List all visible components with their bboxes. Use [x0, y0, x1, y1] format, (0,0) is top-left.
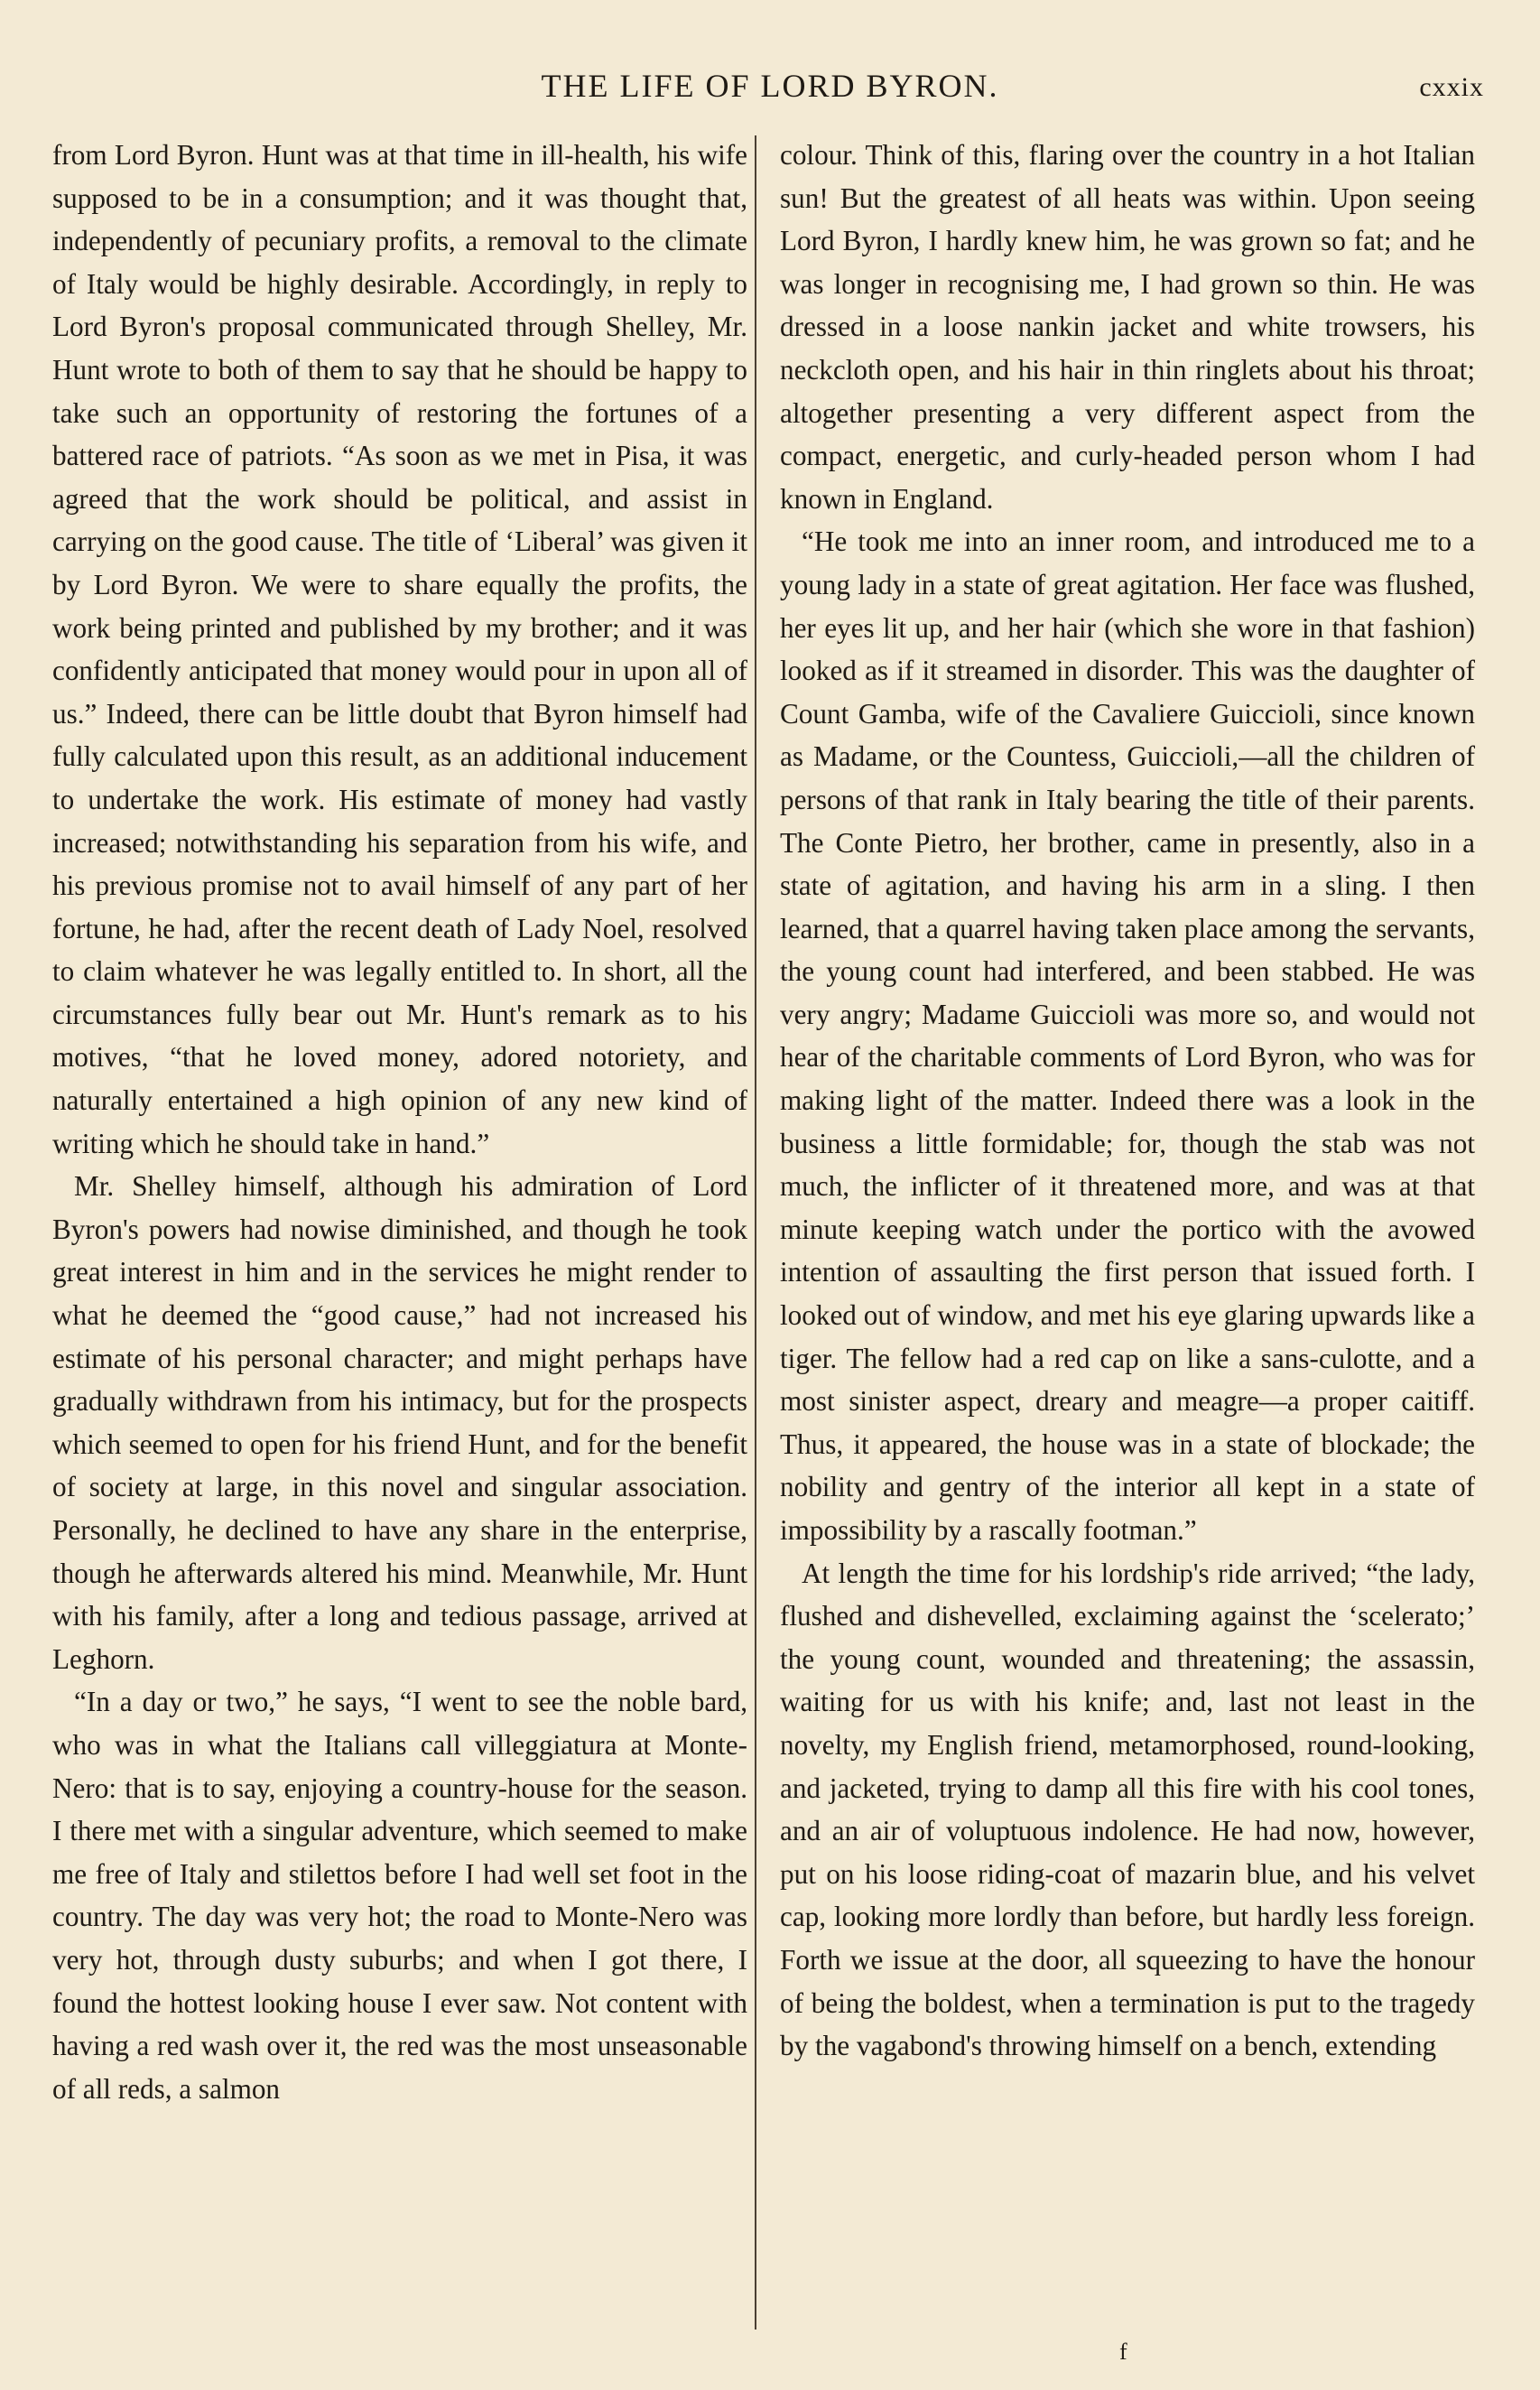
page-header: [0, 63, 1540, 117]
running-title: THE LIFE OF LORD BYRON.: [541, 68, 999, 104]
paragraph: “He took me into an inner room, and introduced me to a young lady in a state of great agitation. Her face was flushed, her eyes lit up, and her hair (which she wore in that fashion) looked as if it streamed in disorder. This was the daughter of Count Gamba, wife of the Cavaliere Guiccioli, since known as Madame, or the Countess, Guiccioli,—all the children of persons of that rank in Italy bearing the title of their parents. The Conte Pietro, her brother, came in presently, also in a state of agitation, and having his arm in a sling. I then learned, that a quarrel having taken place among the servants, the young count had interfered, and been stabbed. He was very angry; Madame Guiccioli was more so, and would not hear of the charitable comments of Lord Byron, who was for making light of the matter. Indeed there was a look in the business a little formidable; for, though the stab was not much, the inflicter of it threatened more, and was at that minute keeping watch under the portico with the avowed intention of assaulting the first person that issued forth. I looked out of window, and met his eye glaring upwards like a tiger. The fellow had a red cap on like a sans-culotte, and a most sinister aspect, dreary and meagre—a proper caitiff. Thus, it appeared, the house was in a state of blockade; the nobility and gentry of the interior all kept in a state of impossibility by a rascally footman.”: [780, 525, 1475, 1546]
left-column: [52, 134, 747, 2110]
paragraph: “In a day or two,” he says, “I went to see the noble bard, who was in what the Italians call villeggiatura at Monte-Nero: that is to say, enjoying a country-house for the season. I there met with a singular adventure, which seemed to make me free of Italy and stilettos before I had well set foot in the country. The day was very hot; the road to Monte-Nero was very hot, through dusty suburbs; and when I got there, I found the hottest looking house I ever saw. Not content with having a red wash over it, the red was the most unseasonable of all reds, a salmon: [52, 1686, 747, 2105]
column-divider: [755, 135, 756, 2330]
paragraph: from Lord Byron. Hunt was at that time in ill-health, his wife supposed to be in a consumption; and it was thought that, independently of pecuniary profits, a removal to the climate of Italy would be highly desirable. Accordingly, in reply to Lord Byron's proposal communicated through Shelley, Mr. Hunt wrote to both of them to say that he should be happy to take such an opportunity of restoring the fortunes of a battered race of patriots. “As soon as we met in Pisa, it was agreed that the work should be political, and assist in carrying on the good cause. The title of ‘Liberal’ was given it by Lord Byron. We were to share equally the profits, the work being printed and published by my brother; and it was confidently anticipated that money would pour in upon all of us.” Indeed, there can be little doubt that Byron himself had fully calculated upon this result, as an additional inducement to undertake the work. His estimate of money had vastly increased; notwithstanding his separation from his wife, and his previous promise not to avail himself of any part of her fortune, he had, after the recent death of Lady Noel, resolved to claim whatever he was legally entitled to. In short, all the circumstances fully bear out Mr. Hunt's remark as to his motives, “that he loved money, adored notoriety, and naturally entertained a high opinion of any new kind of writing which he should take in hand.”: [52, 139, 747, 1159]
paragraph: Mr. Shelley himself, although his admiration of Lord Byron's powers had nowise diminished, and though he took great interest in him and in the services he might render to what he deemed the “good cause,” had not increased his estimate of his personal character; and might perhaps have gradually withdrawn from his intimacy, but for the prospects which seemed to open for his friend Hunt, and for the benefit of society at large, in this novel and singular association. Personally, he declined to have any share in the enterprise, though he afterwards altered his mind. Meanwhile, Mr. Hunt with his family, after a long and tedious passage, arrived at Leghorn.: [52, 1170, 747, 1675]
page-number: cxxix: [1419, 72, 1484, 102]
right-column: [780, 134, 1475, 2068]
paragraph: colour. Think of this, flaring over the country in a hot Italian sun! But the greatest of all heats was within. Upon seeing Lord Byron, I hardly knew him, he was grown so fat; and he was longer in recognising me, I had grown so thin. He was dressed in a loose nankin jacket and white trowsers, his neckcloth open, and his hair in thin ringlets about his throat; altogether presenting a very different aspect from the compact, energetic, and curly-headed person whom I had known in England.: [780, 139, 1475, 515]
signature-mark: f: [1119, 2339, 1127, 2365]
paragraph: At length the time for his lordship's ride arrived; “the lady, flushed and dishevelled, exclaiming against the ‘scelerato;’ the young count, wounded and threatening; the assassin, waiting for us with his knife; and, last not least in the novelty, my English friend, metamorphosed, round-looking, and jacketed, trying to damp all this fire with his cool tones, and an air of voluptuous indolence. He had now, however, put on his loose riding-coat of mazarin blue, and his velvet cap, looking more lordly than before, but hardly less foreign. Forth we issue at the door, all squeezing to have the honour of being the boldest, when a termination is put to the tragedy by the vagabond's throwing himself on a bench, extending: [780, 1557, 1475, 2062]
